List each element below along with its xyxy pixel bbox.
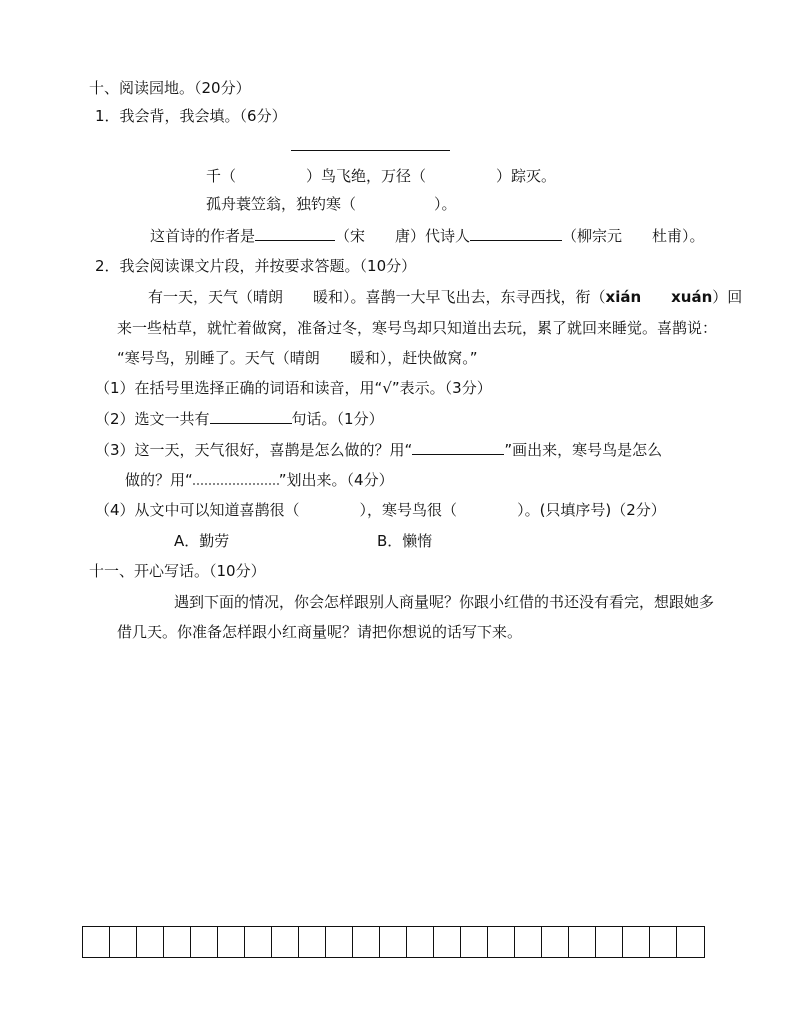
section-10-heading: 十、阅读园地。（20分） <box>89 79 251 97</box>
sub-question-4 <box>95 500 666 520</box>
sub-question-3-c: 做的？用“ <box>125 471 193 489</box>
grid-cell[interactable] <box>164 927 191 957</box>
poem-author-line <box>150 226 705 246</box>
poem-line-1 <box>206 166 556 186</box>
grid-cell[interactable] <box>461 927 488 957</box>
author-label: 这首诗的作者是 <box>150 227 256 245</box>
grid-cell[interactable] <box>650 927 677 957</box>
passage-line-1 <box>148 287 742 307</box>
sub-question-3-d: ”划出来。（4分） <box>278 471 394 489</box>
poet-choice: （柳宗元 杜甫）。 <box>562 227 705 245</box>
grid-cell[interactable] <box>326 927 353 957</box>
grid-cell[interactable] <box>596 927 623 957</box>
poem-line-1-part-b: ）鸟飞绝，万径（ <box>306 167 427 185</box>
poem-line-2-part-b: ）。 <box>434 195 457 213</box>
pinyin-options: xián xuán <box>605 288 713 306</box>
grid-cell[interactable] <box>299 927 326 957</box>
poem-line-1-part-a: 千（ <box>206 167 237 185</box>
grid-cell[interactable] <box>83 927 110 957</box>
grid-cell[interactable] <box>623 927 650 957</box>
poet-blank[interactable] <box>470 226 562 241</box>
poem-line-2 <box>206 194 457 214</box>
writing-prompt-line-1: 遇到下面的情况，你会怎样跟别人商量呢？你跟小红借的书还没有看完，想跟她多 <box>174 593 715 611</box>
sub-question-4-c: ）。(只填序号)（2分） <box>517 501 666 519</box>
sub-question-3-a: （3）这一天，天气很好，喜鹊是怎么做的？用“ <box>95 441 413 459</box>
sub-question-2-b: 句话。（1分） <box>291 410 384 428</box>
passage-line-2: 来一些枯草，就忙着做窝，准备过冬，寒号鸟却只知道出去玩，累了就回来睡觉。喜鹊说： <box>117 319 718 337</box>
grid-cell[interactable] <box>191 927 218 957</box>
grid-cell[interactable] <box>677 927 704 957</box>
sub-question-4-a: （4）从文中可以知道喜鹊很（ <box>95 501 300 519</box>
grid-cell[interactable] <box>380 927 407 957</box>
passage-line-1-a: 有一天，天气（晴朗 暖和）。喜鹊一大早飞出去，东寻西找，衔（ <box>148 288 606 306</box>
sub-question-2 <box>95 409 384 429</box>
writing-prompt-line-2: 借几天。你准备怎样跟小红商量呢？请把你想说的话写下来。 <box>117 623 523 641</box>
option-b: B．懒惰 <box>377 532 433 550</box>
grid-cell[interactable] <box>110 927 137 957</box>
q2-title: 2．我会阅读课文片段，并按要求答题。（10分） <box>95 257 417 275</box>
poem-line-2-part-a: 孤舟蓑笠翁，独钓寒（ <box>206 195 357 213</box>
grid-cell[interactable] <box>407 927 434 957</box>
grid-cell[interactable] <box>488 927 515 957</box>
passage-line-1-b: ）回 <box>712 288 743 306</box>
grid-cell[interactable] <box>272 927 299 957</box>
poem-title-blank[interactable] <box>291 150 450 151</box>
grid-cell[interactable] <box>515 927 542 957</box>
sub-question-2-a: （2）选文一共有 <box>95 410 210 428</box>
wavy-line-sample <box>193 469 279 485</box>
q1-title: 1．我会背，我会填。（6分） <box>95 107 287 125</box>
author-blank[interactable] <box>255 226 335 241</box>
grid-cell[interactable] <box>353 927 380 957</box>
sub-question-3-b: ”画出来，寒号鸟是怎么 <box>504 441 663 459</box>
straight-line-sample <box>412 440 504 455</box>
passage-line-3: “寒号鸟，别睡了。天气（晴朗 暖和），赶快做窝。” <box>117 349 478 367</box>
sub-question-3-cont <box>125 469 394 490</box>
sub-question-3 <box>95 440 662 460</box>
grid-cell[interactable] <box>245 927 272 957</box>
grid-cell[interactable] <box>434 927 461 957</box>
grid-cell[interactable] <box>569 927 596 957</box>
writing-grid <box>82 926 705 958</box>
grid-cell[interactable] <box>137 927 164 957</box>
sub-question-4-b: ），寒号鸟很（ <box>359 501 458 519</box>
dynasty-choice: （宋 唐）代诗人 <box>335 227 471 245</box>
sub-question-1: （1）在括号里选择正确的词语和读音，用“√”表示。（3分） <box>95 379 492 397</box>
sentence-count-blank[interactable] <box>210 409 292 424</box>
option-a: A．勤劳 <box>174 532 230 550</box>
section-11-heading: 十一、开心写话。（10分） <box>89 562 266 580</box>
poem-line-1-part-c: ）踪灭。 <box>496 167 557 185</box>
grid-cell[interactable] <box>218 927 245 957</box>
grid-cell[interactable] <box>542 927 569 957</box>
